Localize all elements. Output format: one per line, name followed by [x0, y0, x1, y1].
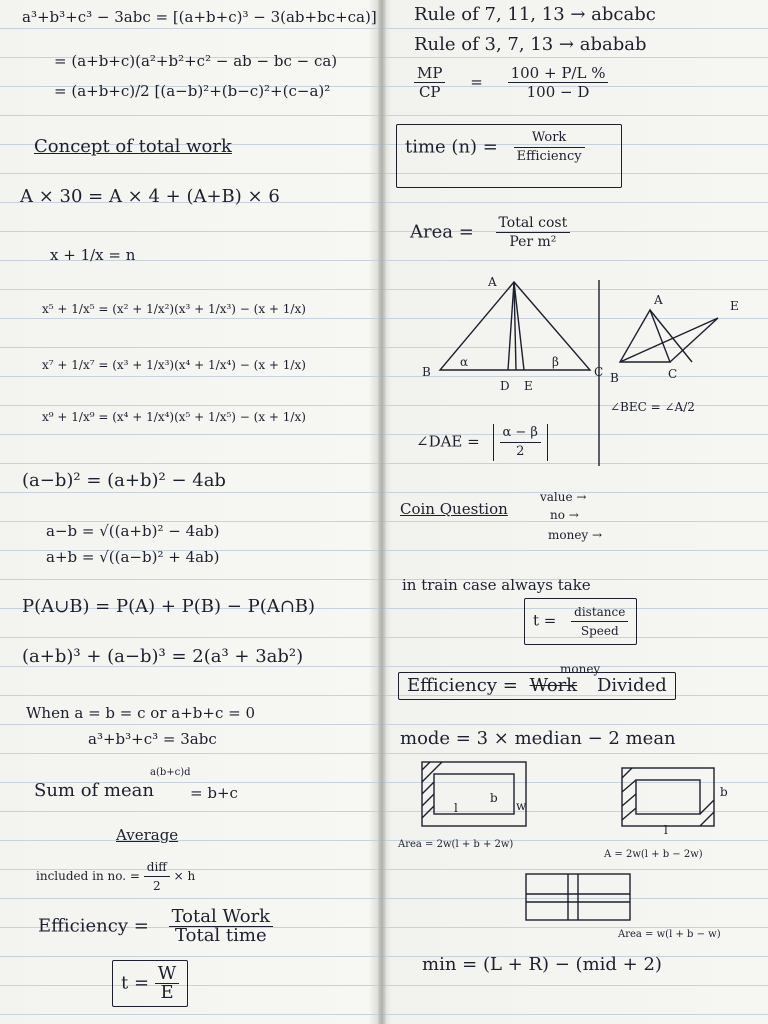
- area-denominator: Per m²: [509, 234, 557, 250]
- coin-question-label: Coin Question: [400, 500, 508, 518]
- efficiency-box-tail: Divided: [596, 675, 667, 696]
- right-page: [388, 0, 768, 1024]
- efficiency-box-struck: Work: [529, 675, 578, 696]
- tri2-label-a: A: [654, 293, 663, 307]
- rect1-label-w: w: [516, 799, 527, 813]
- efficiency-box-lhs: Efficiency =: [407, 675, 518, 696]
- dae-denominator: 2: [516, 444, 525, 459]
- notebook-spine: [378, 0, 386, 1024]
- a-minus-b: a−b = √((a+b)² − 4ab): [46, 522, 220, 540]
- rect1-label-b: b: [490, 791, 498, 805]
- identity-line-1: a³+b³+c³ − 3abc = [(a+b+c)³ − 3(ab+bc+ca)]: [22, 8, 377, 26]
- time-denominator: Efficiency: [516, 149, 582, 164]
- side-extension-line: [650, 310, 692, 362]
- outer-path-rectangle-diagram: [420, 760, 530, 830]
- bisector-be-line: [620, 318, 718, 362]
- train-formula-box: [524, 598, 637, 645]
- tri1-label-beta: β: [552, 355, 559, 369]
- mp-cp-formula: $\frac{MP}{CP}$ = $\frac{100 + P/L \%}{100 - D}$: [414, 64, 608, 101]
- tri1-label-alpha: α: [460, 355, 469, 369]
- diagram-divider-line: [598, 280, 600, 466]
- mp-cp-fraction: [414, 64, 445, 101]
- coin-item-money: money →: [548, 528, 603, 542]
- mp-rhs-fraction: [508, 64, 609, 101]
- time-formula-box: [396, 124, 622, 188]
- hatch-lines: [422, 762, 442, 818]
- x-reciprocal-7: x⁷ + 1/x⁷ = (x³ + 1/x³)(x⁴ + 1/x⁴) − (x + 1/x): [42, 358, 306, 372]
- time-work-fraction: [155, 965, 180, 1002]
- bisector-ce-line: [670, 318, 718, 362]
- identity-line-3: [54, 82, 330, 100]
- included-denominator: 2: [152, 879, 161, 893]
- efficiency-box: [398, 672, 676, 700]
- time-numerator: Work: [514, 129, 585, 148]
- area-formula: [410, 214, 570, 251]
- area-fraction: [496, 214, 571, 251]
- train-numerator: distance: [571, 603, 628, 622]
- triangle-abc-small-shape: [620, 310, 670, 362]
- rect2-label-l: l: [664, 823, 668, 837]
- included-numerator: diff: [144, 858, 170, 877]
- sum-mean-label: Sum of mean: [34, 780, 154, 801]
- mp-rhs-numerator: 100 + P/L %: [508, 64, 609, 83]
- when-result: a³+b³+c³ = 3abc: [88, 730, 217, 748]
- tri2-label-e: E: [730, 299, 739, 313]
- inner-rectangle-2: [636, 780, 700, 814]
- rect2-area-formula: A = 2w(l + b − 2w): [604, 849, 703, 860]
- rule-7-11-13: Rule of 7, 11, 13 → abcabc: [414, 4, 656, 25]
- train-denominator: Speed: [580, 624, 619, 638]
- cube-sum: (a+b)³ + (a−b)³ = 2(a³ + 3ab²): [22, 646, 304, 667]
- cross-path-rectangle-diagram: [524, 872, 634, 924]
- x-reciprocal-9: x⁹ + 1/x⁹ = (x⁴ + 1/x⁴)(x⁵ + 1/x⁵) − (x + 1/x): [42, 410, 306, 424]
- train-fraction: [571, 603, 628, 640]
- x-reciprocal-1: x + 1/x = n: [50, 246, 136, 264]
- dae-formula: [416, 424, 548, 461]
- time-work-numerator: W: [155, 965, 180, 984]
- rect2-label-b: b: [720, 785, 728, 799]
- identity-line-3-lead: = (a+b+c)/2: [54, 82, 150, 100]
- inner-rectangle: [434, 774, 514, 814]
- tri1-label-a: A: [488, 275, 497, 289]
- efficiency-numerator: Total Work: [169, 908, 274, 927]
- triangle-angle-bisector-diagram: [400, 270, 604, 400]
- cp-denominator: CP: [418, 83, 441, 101]
- efficiency-label: Efficiency =: [38, 915, 149, 937]
- tri1-label-b: B: [422, 365, 431, 379]
- time-fraction: [514, 129, 585, 166]
- square-difference: (a−b)² = (a+b)² − 4ab: [22, 470, 226, 491]
- average-heading: Average: [116, 826, 179, 844]
- coin-item-value: value →: [540, 490, 587, 504]
- sum-mean-superscript: a(b+c)d: [150, 767, 191, 778]
- time-label: time (n) =: [405, 136, 498, 158]
- efficiency-fraction: [169, 908, 274, 945]
- mp-rhs-denominator: 100 − D: [526, 83, 590, 101]
- included-tail: × h: [173, 869, 196, 883]
- triangle-exterior-bisector-diagram: [610, 290, 760, 390]
- tri1-label-d: D: [500, 379, 510, 393]
- sum-mean-value: = b+c: [190, 784, 238, 802]
- coin-item-no: no →: [550, 508, 579, 522]
- dae-numerator: α − β: [500, 424, 541, 443]
- total-work-equation: A × 30 = A × 4 + (A+B) × 6: [20, 186, 280, 207]
- rect1-area-formula: Area = 2w(l + b + 2w): [398, 839, 514, 850]
- min-formula: min = (L + R) − (mid + 2): [422, 954, 662, 975]
- included-formula: [36, 858, 195, 895]
- total-work-heading: Concept of total work: [34, 136, 232, 157]
- area-numerator: Total cost: [496, 214, 571, 233]
- mp-numerator: MP: [414, 64, 445, 83]
- when-condition: When a = b = c or a+b+c = 0: [26, 704, 256, 722]
- x-reciprocal-5: x⁵ + 1/x⁵ = (x² + 1/x²)(x³ + 1/x³) − (x + 1/x): [42, 302, 306, 316]
- included-fraction: [144, 858, 170, 895]
- identity-line-3-tail: [(a−b)²+(b−c)²+(c−a)²: [154, 82, 331, 100]
- inner-path-rectangle-diagram: [620, 766, 730, 837]
- tri1-label-e: E: [524, 379, 533, 393]
- mode-formula: mode = 3 × median − 2 mean: [400, 728, 676, 749]
- rect3-area-formula: Area = w(l + b − w): [618, 929, 721, 940]
- outer-rectangle: [422, 762, 526, 826]
- efficiency-formula: [38, 908, 273, 945]
- train-case-label: in train case always take: [402, 576, 591, 594]
- efficiency-insert: money: [560, 662, 601, 676]
- time-work-box: [112, 960, 188, 1007]
- identity-line-2: = (a+b+c)(a²+b²+c² − ab − bc − ca): [54, 52, 338, 70]
- probability-union: P(A∪B) = P(A) + P(B) − P(A∩B): [22, 596, 316, 617]
- tri1-label-c: C: [594, 365, 604, 379]
- dae-label: ∠DAE =: [416, 432, 480, 451]
- included-label: included in no. =: [36, 869, 140, 883]
- left-page: [0, 0, 378, 1024]
- time-work-lhs: t =: [121, 972, 150, 994]
- rule-3-7-13: Rule of 3, 7, 13 → ababab: [414, 34, 647, 55]
- altitude-ad-line: [508, 282, 514, 370]
- bec-formula: ∠BEC = ∠A/2: [610, 400, 695, 414]
- dae-fraction: [493, 424, 548, 461]
- train-lhs: t =: [533, 611, 557, 630]
- tri2-label-c: C: [668, 367, 678, 381]
- a-plus-b: a+b = √((a−b)² + 4ab): [46, 548, 220, 566]
- efficiency-denominator: Total time: [175, 925, 267, 946]
- rect1-label-l: l: [454, 801, 458, 815]
- time-work-denominator: E: [160, 982, 174, 1003]
- area-label: Area =: [410, 221, 474, 243]
- tri2-label-b: B: [610, 371, 619, 385]
